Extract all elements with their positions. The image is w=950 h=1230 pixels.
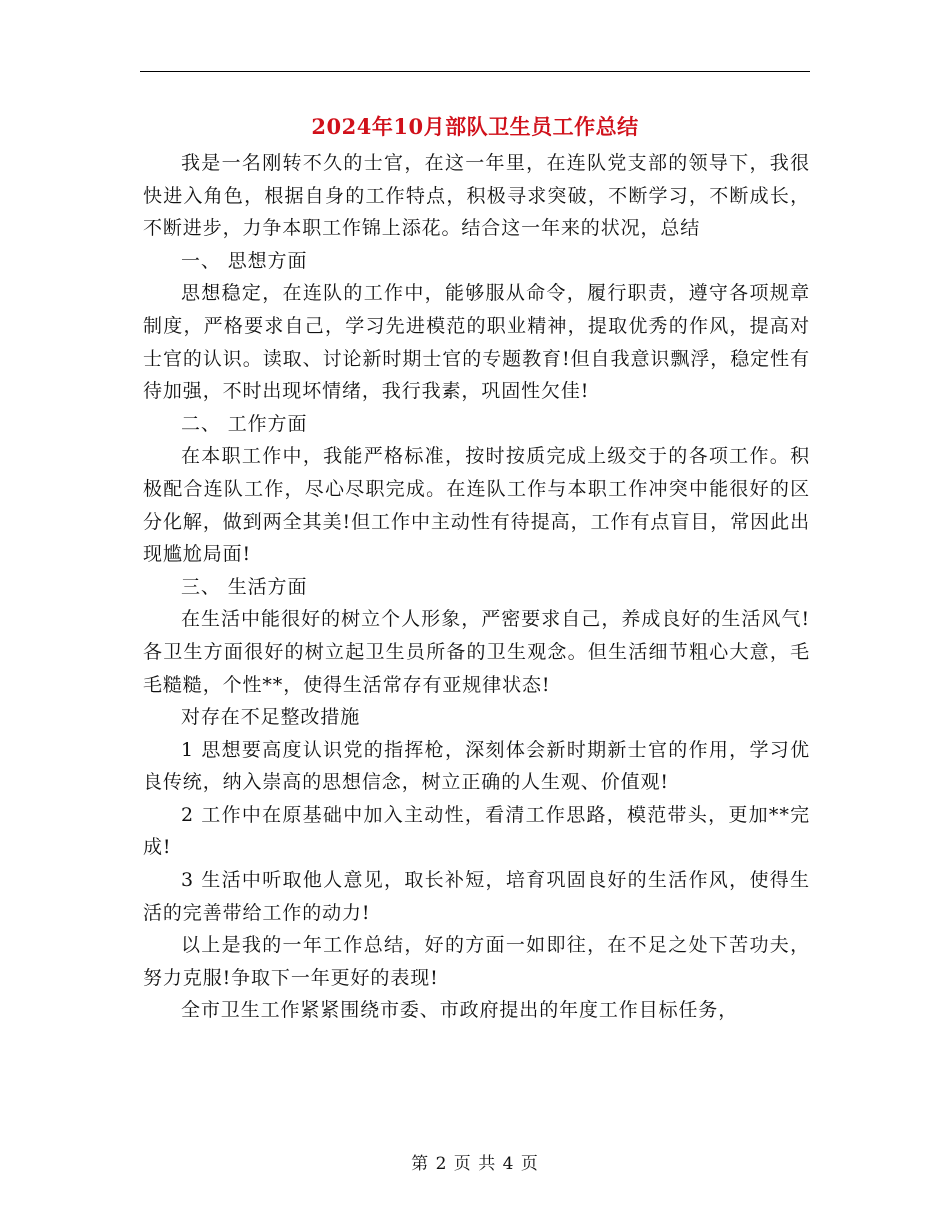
section-heading-work: 二、 工作方面	[181, 412, 308, 435]
paragraph-intro: 我是一名刚转不久的士官，在这一年里，在连队党支部的领导下，我很快进入角色，根据自身的工作特点，积极寻求突破，不断学习，不断成长，不断进步，力争本职工作锦上添花。结合这一年来的状况，总结	[143, 152, 810, 240]
paragraph-continuation: 全市卫生工作紧紧围绕市委、市政府提出的年度工作目标任务，	[181, 999, 739, 1022]
paragraph-conclusion: 以上是我的一年工作总结，好的方面一如即往，在不足之处下苦功夫，努力克服!争取下一年更好的表现!	[143, 934, 810, 989]
page-footer: 第 2 页 共 4 页	[411, 1154, 539, 1174]
header-rule	[140, 71, 810, 72]
measure-item-2: 2 工作中在原基础中加入主动性，看清工作思路，模范带头，更加**完成!	[143, 803, 810, 859]
section-heading-measures: 对存在不足整改措施	[181, 706, 361, 729]
paragraph-work: 在本职工作中，我能严格标准，按时按质完成上级交于的各项工作。积极配合连队工作，尽心尽职完成。在连队工作与本职工作冲突中能很好的区分化解，做到两全其美!但工作中主动性有待提高，工作有点盲目，常因此出现尴尬局面!	[143, 445, 810, 566]
document-title: 2024年10月部队卫生员工作总结	[311, 114, 639, 139]
measure-item-1: 1 思想要高度认识党的指挥枪，深刻体会新时期新士官的作用，学习优良传统，纳入崇高的思想信念，树立正确的人生观、价值观!	[143, 738, 810, 794]
measure-item-3: 3 生活中听取他人意见，取长补短，培育巩固良好的生活作风，使得生活的完善带给工作的动力!	[143, 869, 810, 924]
section-heading-thought: 一、 思想方面	[181, 249, 308, 272]
section-heading-life: 三、 生活方面	[181, 575, 308, 598]
document-body	[143, 147, 810, 1027]
paragraph-thought: 思想稳定，在连队的工作中，能够服从命令，履行职责，遵守各项规章制度，严格要求自己，学习先进模范的职业精神，提取优秀的作风，提高对士官的认识。读取、讨论新时期士官的专题教育!但自我意识飘浮，稳定性有待加强，不时出现坏情绪，我行我素，巩固性欠佳!	[143, 282, 810, 403]
paragraph-life: 在生活中能很好的树立个人形象，严密要求自己，养成良好的生活风气!各卫生方面很好的树立起卫生员所备的卫生观念。但生活细节粗心大意，毛毛糙糙，个性**，使得生活常存有亚规律状态!	[143, 608, 810, 696]
